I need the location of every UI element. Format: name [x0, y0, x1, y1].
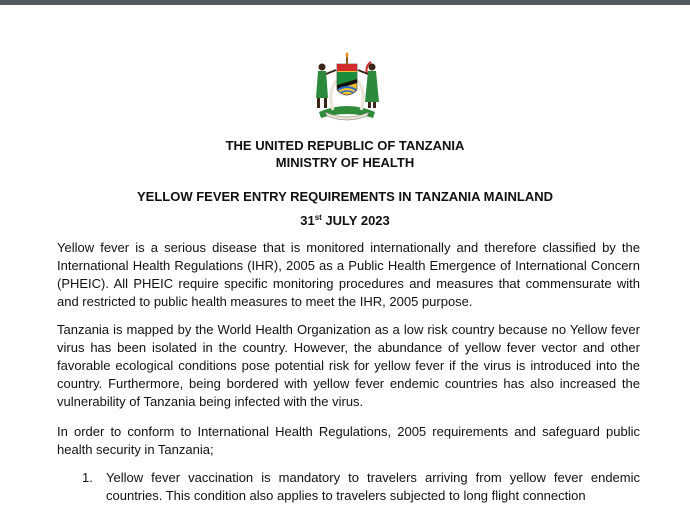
document-title: YELLOW FEVER ENTRY REQUIREMENTS IN TANZANIA MAINLAND: [137, 189, 553, 204]
ministry-heading: MINISTRY OF HEALTH: [275, 155, 415, 170]
date-month-year: JULY 2023: [321, 213, 390, 228]
republic-heading: THE UNITED REPUBLIC OF TANZANIA: [225, 138, 465, 153]
coat-of-arms-emblem: [307, 52, 387, 122]
list-item: [82, 469, 640, 505]
window-top-bar: [0, 0, 690, 5]
paragraph-conform: In order to conform to International Health Regulations, 2005 requirements and safeguard public health security in Tanzania;: [57, 424, 640, 457]
paragraph-risk: Tanzania is mapped by the World Health Organization as a low risk country because no Yellow fever virus has been isolated in the country. However, the abundance of yellow fever vector and other favorable ecological conditions pose potential risk for yellow fever if the virus is introduced into the country. Furthermore, being bordered with yellow fever endemic countries has also increased the vulnerability of Tanzania being infected with the virus.: [57, 322, 640, 409]
list-item-text: Yellow fever vaccination is mandatory to travelers arriving from yellow fever endemic countries. This condition also applies to travelers subjected to long flight connection: [106, 470, 640, 503]
document-date: [0, 213, 690, 229]
date-day: 31: [300, 213, 315, 228]
list-item-number: 1.: [82, 470, 93, 485]
date-suffix: st: [314, 213, 322, 222]
paragraph-intro: Yellow fever is a serious disease that is monitored internationally and therefore classified by the International Health Regulations (IHR), 2005 as a Public Health Emergence of International Concern (PHEIC). All PHEIC require specific monitoring procedures and measures that commensurate with and restricted to public health measures to meet the IHR, 2005 purpose.: [57, 240, 640, 309]
